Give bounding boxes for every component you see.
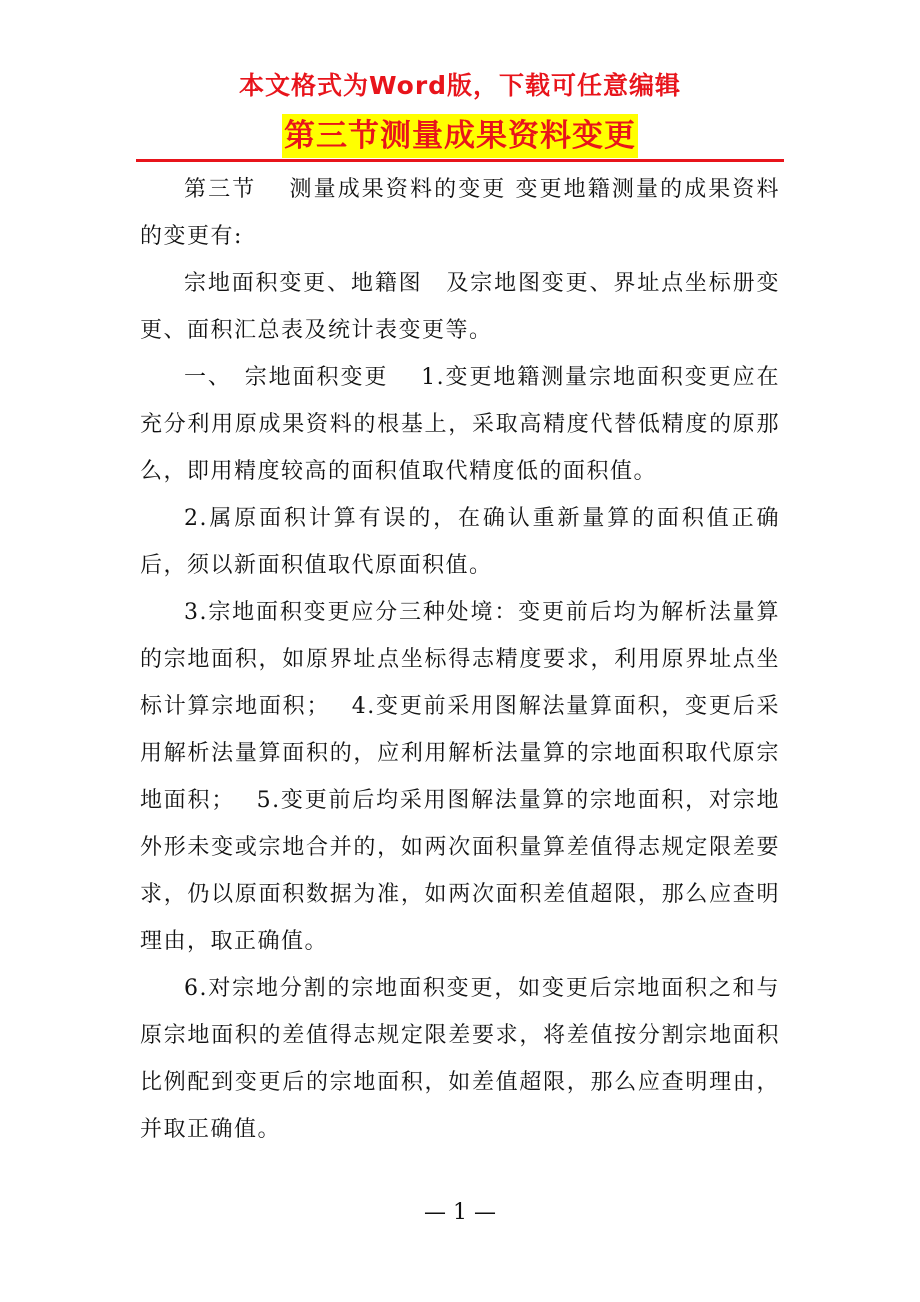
format-notice: 本文格式为Word版，下载可任意编辑: [238, 71, 682, 100]
document-body: [140, 166, 780, 1153]
paragraph: 2.属原面积计算有误的，在确认重新量算的面积值正确后，须以新面积值取代原面积值。: [140, 506, 780, 578]
page-number: — 1 —: [424, 1200, 496, 1225]
title-container: [0, 114, 920, 158]
paragraph: 一、 宗地面积变更 1.变更地籍测量宗地面积变更应在充分利用原成果资料的根基上，采取高精度代替低精度的原那么，即用精度较高的面积值取代精度低的面积值。: [140, 365, 780, 484]
paragraph: 宗地面积变更、地籍图 及宗地图变更、界址点坐标册变更、面积汇总表及统计表变更等。: [140, 271, 780, 343]
paragraph: 第三节 测量成果资料的变更 变更地籍测量的成果资料的变更有:: [140, 177, 780, 249]
document-title: 第三节测量成果资料变更: [282, 114, 638, 158]
paragraph: 6.对宗地分割的宗地面积变更，如变更后宗地面积之和与原宗地面积的差值得志规定限差要求，将差值按分割宗地面积比例配到变更后的宗地面积，如差值超限，那么应查明理由，并取正确值。: [140, 976, 780, 1142]
title-underline: [136, 159, 784, 162]
paragraph: 3.宗地面积变更应分三种处境：变更前后均为解析法量算的宗地面积，如原界址点坐标得志精度要求，利用原界址点坐标计算宗地面积； 4.变更前采用图解法量算面积，变更后采用解析法量算面积的，应利用解析法量算的宗地面积取代原宗地面积； 5.变更前后均采用图解法量算的宗地面积，对宗地外形未变或宗地合并的，如两次面积量算差值得志规定限差要求，仍以原面积数据为准，如两次面积差值超限，那么应查明理由，取正确值。: [140, 600, 780, 954]
